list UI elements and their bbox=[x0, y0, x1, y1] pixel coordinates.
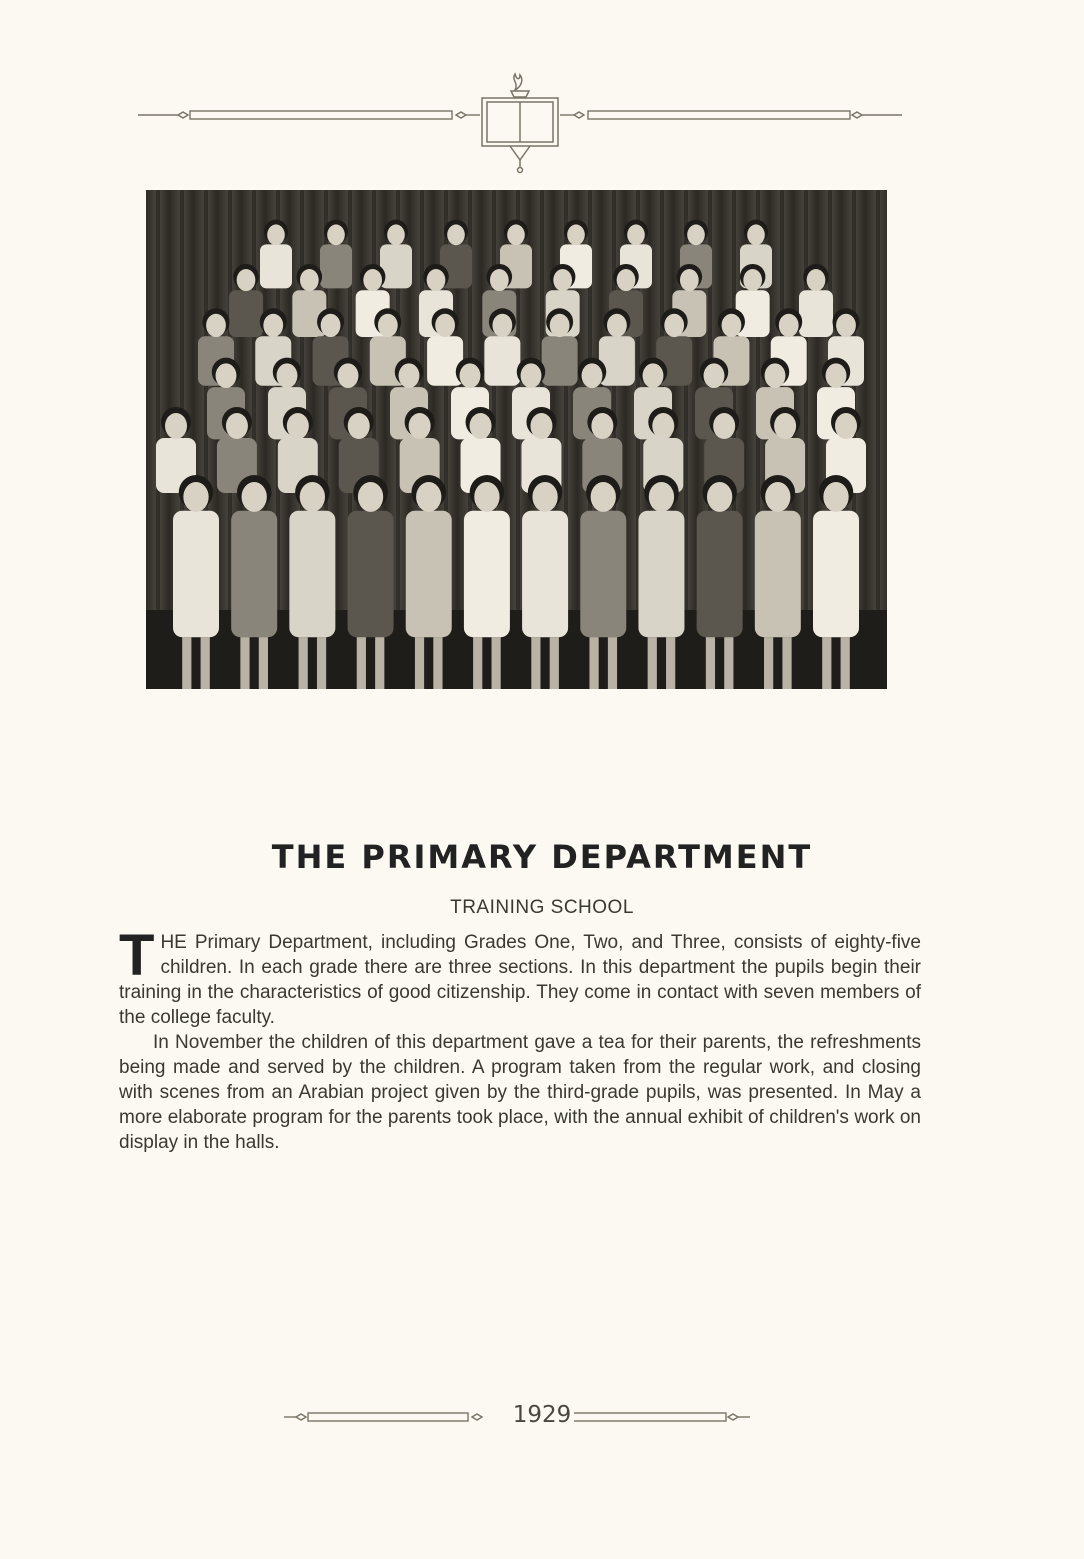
body-text bbox=[119, 923, 921, 1155]
child-figure bbox=[260, 220, 292, 289]
page-title: THE PRIMARY DEPARTMENT bbox=[271, 838, 813, 876]
open-book-torch-icon bbox=[482, 74, 558, 173]
header-ornament bbox=[130, 62, 910, 174]
page-subtitle: TRAINING SCHOOL bbox=[450, 897, 634, 918]
paragraph-1-text: HE Primary Department, including Grades One, Two, and Three, consists of eighty-five children. In each grade there are three sections. In this department the pupils begin their training in the characteristics of good citizenship. They come in contact with seven members of the college faculty. bbox=[119, 932, 921, 1028]
drop-cap: T bbox=[119, 923, 155, 988]
child-figure bbox=[542, 308, 578, 385]
paragraph-1 bbox=[119, 923, 921, 1030]
child-figure bbox=[799, 264, 833, 337]
child-figure bbox=[229, 264, 263, 337]
class-photo bbox=[146, 190, 887, 689]
child-figure bbox=[320, 220, 352, 289]
paragraph-2: In November the children of this department gave a tea for their parents, the refreshments being made and served by the children. A program taken from the regular work, and closing with scenes from an Arabian project given by the third-grade pupils, was presented. In May a more elaborate program for the parents took place, with the annual exhibit of children's work on display in the halls. bbox=[119, 1032, 921, 1153]
child-figure bbox=[484, 308, 520, 385]
footer-year: 1929 bbox=[0, 1402, 1084, 1428]
